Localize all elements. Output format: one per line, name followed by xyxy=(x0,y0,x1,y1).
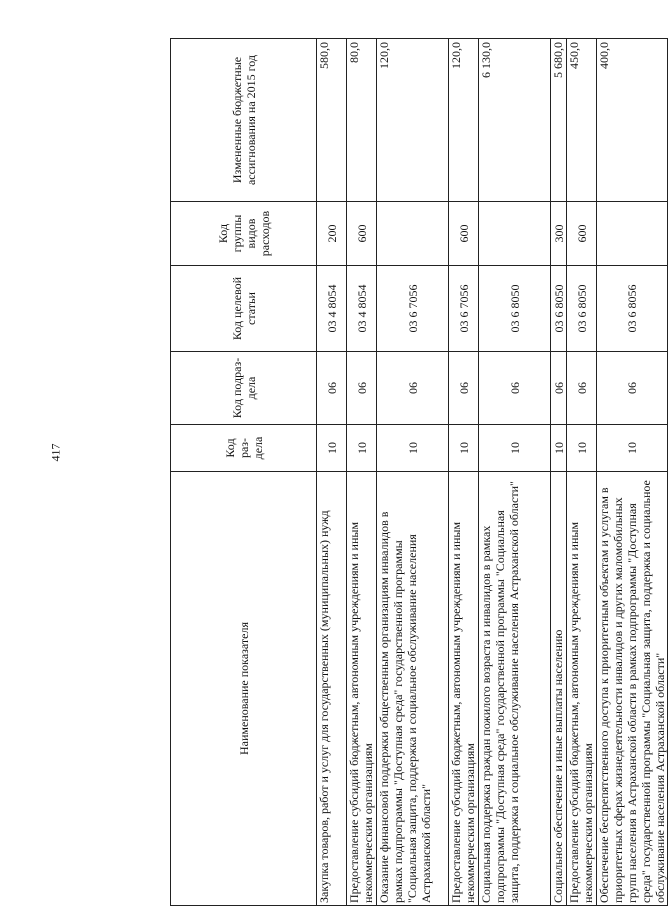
row-razdel: 10 xyxy=(551,425,567,472)
header-podrazdel: Код подраз-дела xyxy=(171,352,317,425)
row-statya: 03 6 7056 xyxy=(449,266,479,352)
row-name: Оказание финансовой поддержки общественным организациям инвалидов в рамках подпрограммы "Доступная среда" государственной программы "Социальная защита, поддержка и социальное обслуживание населения Астраханской области" xyxy=(377,472,449,906)
row-amount: 580,0 xyxy=(317,39,347,202)
table-row xyxy=(551,39,567,906)
row-razdel: 10 xyxy=(567,425,597,472)
row-name: Обеспечение беспрепятственного доступа к приоритетным объектам и услугам в приоритетных сферах жизнедеятельности инвалидов и других маломобильных групп населения в Астраханской области в рамках подпрограммы "Доступная среда" государственной программы "Социальная защита, поддержка и социальное обслуживание населения Астраханской области" xyxy=(597,472,668,906)
row-podrazdel: 06 xyxy=(567,352,597,425)
row-name: Социальная поддержка граждан пожилого возраста и инвалидов в рамках подпрограммы "Доступная среда" государственной программы "Социальная защита, поддержка и социальное обслуживание населения Астраханской области" xyxy=(479,472,551,906)
row-podrazdel: 06 xyxy=(597,352,668,425)
table-row xyxy=(479,39,551,906)
table-row xyxy=(317,39,347,906)
row-name: Предоставление субсидий бюджетным, автономным учреждениям и иным некоммерческим организациям xyxy=(567,472,597,906)
row-statya: 03 6 8056 xyxy=(597,266,668,352)
header-amount: Измененные бюджетные ассигнования на 2015 год xyxy=(171,39,317,202)
row-name: Предоставление субсидий бюджетным, автономным учреждениям и иным некоммерческим организациям xyxy=(449,472,479,906)
row-podrazdel: 06 xyxy=(479,352,551,425)
row-vid xyxy=(479,202,551,266)
row-podrazdel: 06 xyxy=(347,352,377,425)
table-header-row xyxy=(171,39,317,906)
rotated-table-container xyxy=(170,39,667,906)
table-row xyxy=(377,39,449,906)
row-statya: 03 6 7056 xyxy=(377,266,449,352)
row-razdel: 10 xyxy=(479,425,551,472)
row-name: Закупка товаров, работ и услуг для государственных (муниципальных) нужд xyxy=(317,472,347,906)
row-podrazdel: 06 xyxy=(377,352,449,425)
row-statya: 03 4 8054 xyxy=(317,266,347,352)
row-amount: 450,0 xyxy=(567,39,597,202)
row-podrazdel: 06 xyxy=(317,352,347,425)
header-name: Наименование показателя xyxy=(171,472,317,906)
row-vid xyxy=(597,202,668,266)
row-razdel: 10 xyxy=(377,425,449,472)
row-vid xyxy=(377,202,449,266)
header-statya: Код целевой статьи xyxy=(171,266,317,352)
table-row xyxy=(597,39,668,906)
row-razdel: 10 xyxy=(597,425,668,472)
row-amount: 120,0 xyxy=(449,39,479,202)
row-vid: 600 xyxy=(449,202,479,266)
row-statya: 03 6 8050 xyxy=(479,266,551,352)
row-amount: 80,0 xyxy=(347,39,377,202)
row-name: Социальное обеспечение и иные выплаты населению xyxy=(551,472,567,906)
row-razdel: 10 xyxy=(317,425,347,472)
table-row xyxy=(449,39,479,906)
budget-table xyxy=(170,38,668,906)
table-row xyxy=(347,39,377,906)
row-amount: 6 130,0 xyxy=(479,39,551,202)
row-statya: 03 6 8050 xyxy=(551,266,567,352)
table-row xyxy=(567,39,597,906)
row-vid: 600 xyxy=(347,202,377,266)
row-vid: 600 xyxy=(567,202,597,266)
row-podrazdel: 06 xyxy=(449,352,479,425)
row-podrazdel: 06 xyxy=(551,352,567,425)
row-statya: 03 6 8050 xyxy=(567,266,597,352)
header-razdel: Код раз-дела xyxy=(171,425,317,472)
header-vid: Код группы видов расходов xyxy=(171,202,317,266)
row-amount: 120,0 xyxy=(377,39,449,202)
row-vid: 200 xyxy=(317,202,347,266)
row-name: Предоставление субсидий бюджетным, автономным учреждениям и иным некоммерческим организациям xyxy=(347,472,377,906)
page-number: 417 xyxy=(48,443,63,461)
row-razdel: 10 xyxy=(449,425,479,472)
row-amount: 400,0 xyxy=(597,39,668,202)
row-statya: 03 4 8054 xyxy=(347,266,377,352)
row-razdel: 10 xyxy=(347,425,377,472)
row-vid: 300 xyxy=(551,202,567,266)
row-amount: 5 680,0 xyxy=(551,39,567,202)
